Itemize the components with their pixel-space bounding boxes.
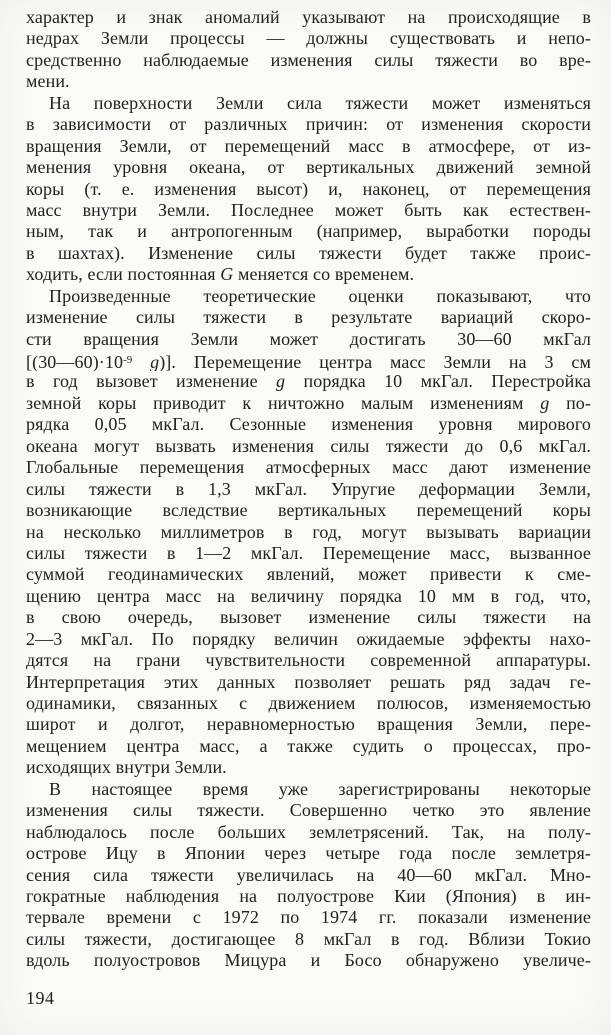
text-line [26, 329, 591, 350]
text-segment: 2—3 мкГал. По порядку величин ожидаемые эффекты нахо- [26, 628, 591, 649]
text-line [26, 221, 591, 242]
text-segment: В настоящее время уже зарегистрированы некоторые [49, 778, 591, 799]
text-segment: Интерпретация этих данных позволяет решать ряд задач ге- [26, 671, 591, 692]
text-segment: ходить, если постоянная [26, 264, 221, 285]
text-segment: масс внутри Земли. Последнее может быть как естествен- [26, 199, 591, 220]
text-line [26, 28, 591, 49]
text-segment: силы тяжести в 1,3 мкГал. Упругие деформации Земли, [26, 478, 591, 499]
text-line [26, 693, 591, 714]
text-line [26, 629, 591, 650]
text-segment: тервале времени с 1972 по 1974 гг. показали изменение [26, 907, 591, 928]
text-segment: по- [549, 392, 591, 413]
text-segment: вдоль полуостровов Мицура и Босо обнаружено увеличе- [26, 950, 591, 971]
text-line [26, 522, 591, 543]
text-line [26, 586, 591, 607]
text-segment: сти вращения Земли может достигать 30—60 мкГал [26, 328, 591, 349]
text-line [26, 929, 591, 950]
text-line [26, 500, 591, 521]
text-line [26, 157, 591, 178]
text-line [26, 200, 591, 221]
text-segment: коры (т. е. изменения высот) и, наконец, от перемещения [26, 178, 591, 199]
text-segment: менения уровня океана, от вертикальных движений земной [26, 157, 591, 178]
text-line [26, 714, 591, 735]
text-line [26, 843, 591, 864]
text-segment: характер и знак аномалий указывают на происходящие в [26, 7, 591, 27]
text-line [26, 393, 591, 414]
text-line [26, 886, 591, 907]
text-line [26, 264, 591, 285]
text-segment: )]. Перемещение центра масс Земли на 3 см [159, 352, 591, 372]
text-segment: На поверхности Земли сила тяжести может изменяться [49, 92, 591, 113]
text-segment: на несколько миллиметров в год, могут вызывать вариации [26, 521, 591, 542]
text-line [26, 71, 591, 92]
text-line [26, 307, 591, 328]
italic-symbol: g [540, 392, 550, 413]
text-line [26, 865, 591, 886]
text-line [26, 114, 591, 135]
text-segment: вращения Земли, от перемещений масс в атмосфере, от из- [26, 135, 591, 156]
text-line [26, 950, 591, 971]
text-line [26, 672, 591, 693]
text-block [26, 7, 591, 972]
text-line [26, 564, 591, 585]
text-segment: широт и долгот, неравномерностью вращения Земли, пере- [26, 714, 591, 735]
text-line [26, 907, 591, 928]
text-segment: острове Ицу в Японии через четыре года после землетря- [26, 843, 591, 864]
text-segment: силы тяжести, достигающее 8 мкГал в год. Вблизи Токио [26, 928, 591, 949]
text-line [26, 436, 591, 457]
text-line [26, 607, 591, 628]
text-line [26, 779, 591, 800]
text-segment: меняется со временем. [233, 264, 415, 285]
text-segment: силы тяжести в 1—2 мкГал. Перемещение масс, вызванное [26, 542, 591, 563]
text-segment: мещением центра масс, а также судить о процессах, про- [26, 735, 591, 756]
text-segment: Глобальные перемещения атмосферных масс дают изменение [26, 457, 591, 478]
text-line [26, 736, 591, 757]
text-segment: в свою очередь, вызовет изменение силы тяжести на [26, 607, 591, 628]
text-segment: океана могут вызвать изменения силы тяжести до 0,6 мкГал. [26, 435, 591, 456]
text-segment: в зависимости от различных причин: от изменения скорости [26, 114, 591, 135]
text-line [26, 800, 591, 821]
text-segment: рядка 0,05 мкГал. Сезонные изменения уровня мирового [26, 414, 591, 435]
text-segment: в шахтах). Изменение силы тяжести будет также проис- [26, 242, 591, 263]
text-line [26, 179, 591, 200]
text-line [26, 757, 591, 778]
text-segment: изменения силы тяжести. Совершенно четко это явление [26, 800, 591, 821]
text-line [26, 479, 591, 500]
text-segment: земной коры приводит к ничтожно малым изменениям [26, 392, 541, 413]
text-segment: средственно наблюдаемые изменения силы тяжести во вре- [26, 49, 591, 70]
text-segment: гократные наблюдения на полуострове Кии (Япония) в ин- [26, 885, 591, 906]
text-line [26, 350, 591, 371]
text-line [26, 286, 591, 307]
text-line [26, 50, 591, 71]
text-line [26, 136, 591, 157]
text-line [26, 414, 591, 435]
text-line [26, 457, 591, 478]
text-line [26, 371, 591, 392]
text-line [26, 543, 591, 564]
text-segment: мени. [26, 71, 70, 92]
italic-symbol: g [276, 371, 286, 392]
text-line [26, 7, 591, 28]
text-segment: ным, так и антропогенным (например, выработки породы [26, 221, 591, 242]
text-segment: сения сила тяжести увеличилась на 40—60 мкГал. Мно- [26, 864, 591, 885]
text-segment: возникающие вследствие вертикальных перемещений коры [26, 500, 591, 521]
italic-symbol: G [220, 264, 234, 285]
text-segment [132, 352, 150, 371]
text-segment: наблюдалось после больших землетрясений. Так, на полу- [26, 821, 591, 842]
text-segment: суммой геодинамических явлений, может привести к сме- [26, 564, 591, 585]
text-line [26, 650, 591, 671]
text-segment: дятся на грани чувствительности современной аппаратуры. [26, 650, 591, 671]
text-line [26, 93, 591, 114]
text-line [26, 822, 591, 843]
text-line [26, 243, 591, 264]
italic-symbol: g [150, 352, 160, 372]
text-segment: щению центра масс на величину порядка 10 мм в год, что, [26, 585, 591, 606]
text-segment: Произведенные теоретические оценки показывают, что [49, 285, 591, 306]
text-segment: порядка 10 мкГал. Перестройка [285, 371, 591, 392]
page-number: 194 [26, 988, 55, 1008]
superscript: -9 [123, 354, 133, 366]
text-segment: недрах Земли процессы — должны существовать и непо- [26, 28, 591, 49]
text-segment: изменение силы тяжести в результате вариаций скоро- [26, 307, 591, 328]
text-segment: [(30—60)·10 [26, 352, 124, 372]
text-segment: исходящих внутри Земли. [26, 757, 227, 778]
text-segment: одинамики, связанных с движением полюсов, изменяемостью [26, 693, 591, 713]
text-segment: в год вызовет изменение [26, 371, 277, 392]
